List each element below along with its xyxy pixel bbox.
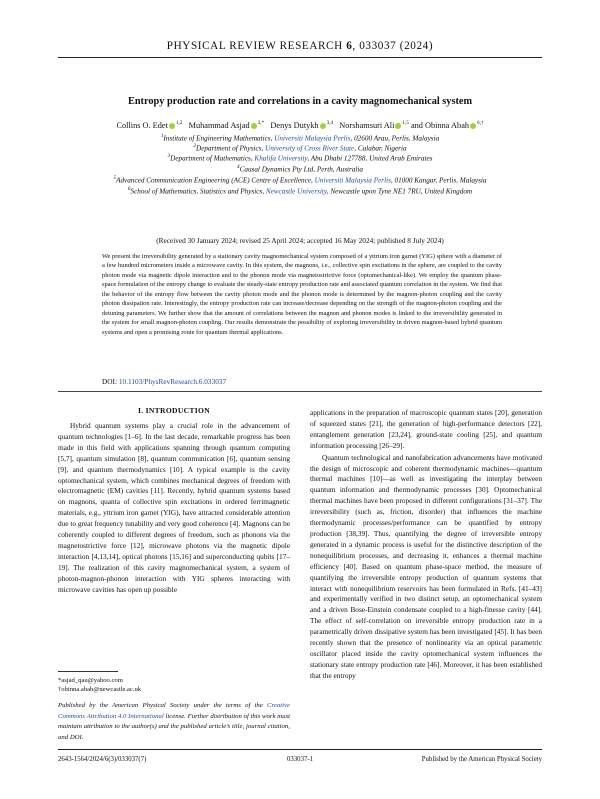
affiliation-link[interactable]: University of Cross River State (265, 144, 355, 153)
license-link[interactable]: Creative Commons Attribution 4.0 International (58, 702, 290, 720)
right-column (310, 408, 542, 682)
orcid-icon[interactable] (169, 123, 175, 129)
abstract: We present the irreversibility generated by a stationary cavity magnomechanical system composed of a yttrium iron garnet (YIG) sphere with a diameter of a few hundred micrometers inside a microwave cavity. In this system, the magnons, i.e., collective spin excitations in the sphere, are coupled to the cavity photon mode via magnetic dipole interaction and to the phonon mode via magnetostrictive force (optomechanical-like). We employ the quantum phase-space formulation of the entropy change to evaluate the steady-state entropy production rate and associated quantum correlation in the system. We find that the behavior of the entropy flow between the cavity photon mode and the phonon mode is determined by the magnon-photon coupling and the cavity photon dissipation rate. Interestingly, the entropy production rate can increase/decrease depending on the strength of the magnon-photon coupling and the detuning parameters. We further show that the amount of correlations between the magnon and phonon modes is linked to the irreversibility generated in the system for small magnon-photon coupling. Our results demonstrate the possibility of exploring irreversibility in driven magnon-based hybrid quantum systems and open a promising route for quantum thermal applications. (102, 253, 502, 336)
paragraph: applications in the preparation of macroscopic quantum states [20], generation of squeezed states [21], the generation of high-performance detectors [22], entanglement generation [23,24], ground-state cooling [25], and quantum information processing [26–29]. (310, 408, 542, 450)
affiliation-link[interactable]: Universiti Malaysia Perlis (314, 176, 391, 185)
license-notice: Published by the American Physical Society under the terms of the Creative Commons Attribution 4.0 International license. Further distribution of this work must maintain attribution to the author(s) and the published article’s title, journal citation, and DOI. (58, 702, 291, 742)
author[interactable]: Obinna Abah $^{6,\dagger}$ (425, 120, 484, 130)
paper-title: Entropy production rate and correlations in a cavity magnomechanical system (127, 96, 473, 107)
abstract-divider (58, 391, 542, 392)
doi-line (102, 377, 226, 386)
author[interactable]: Norshamsuri Ali $^{1,5}$ (339, 120, 409, 130)
footer-issn: 2643-1564/2024/6(3)/033037(7) (58, 756, 147, 763)
left-column (58, 421, 290, 596)
affiliation-link[interactable]: Newcastle University (265, 187, 327, 196)
orcid-icon[interactable] (395, 123, 401, 129)
footer-rule (58, 749, 542, 750)
affiliation: $^1$Institute of Engineering Mathematics, Universiti Malaysia Perlis, 02600 Arau, Perlis, Malaysia (160, 133, 440, 143)
affiliation: $^6$School of Mathematics, Statistics and Physics, Newcastle University, Newcastle upon Tyne NE1 7RU, United Kingdom (127, 186, 473, 196)
doi-link[interactable]: 10.1103/PhysRevResearch.6.033037 (118, 377, 227, 386)
orcid-icon[interactable] (320, 123, 326, 129)
doi-label: DOI: (102, 377, 119, 386)
footnote-email[interactable]: †obinna.abah@newcastle.ac.uk (58, 686, 142, 693)
affiliation: $^2$Department of Physics, University of Cross River State, Calabar, Nigeria (193, 143, 407, 153)
footnotes (58, 676, 290, 694)
publication-dates: (Received 30 January 2024; revised 25 April 2024; accepted 16 May 2024; published 8 July 2024) (156, 236, 444, 245)
paragraph: Hybrid quantum systems play a crucial role in the advancement of quantum technologies [1–6]. In the last decade, remarkable progress has been made in this field with applications spanning through quantum computing [5,7], quantum simulation [8], quantum communication [6], quantum sensing [9], and quantum thermodynamics [10]. A typical example is the cavity optomechanical system, which combines mechanical degrees of freedom with electromagnetic (EM) cavities [11]. Recently, hybrid quantum systems based on magnons, quanta of collective spin excitations in ordered ferrimagnetic materials, e.g., yttrium iron garnet (YIG), have attracted considerable attention due to great frequency tunability and very good coherence [4]. Magnons can be coherently coupled to different degrees of freedom, such as phonons via the magnetostrictive force [12], microwave photons via the magnetic dipole interaction [4,13,14], optical photons [15,16] and superconducting qubits [17–19]. The realization of this cavity magnomechanical system, a system of photon-magnon-phonon interaction with YIG spheres interacting with microwave cavities has open up possible (58, 421, 290, 594)
footnote-email[interactable]: *asjad_qau@yahoo.com (58, 677, 123, 684)
affiliation-link[interactable]: Khalifa University (254, 154, 308, 163)
footer-page-number: 033037-1 (286, 756, 314, 763)
orcid-icon[interactable] (470, 123, 476, 129)
affiliation-link[interactable]: Universiti Malaysia Perlis (274, 134, 351, 143)
author[interactable]: Denys Dutykh $^{3,4}$ (270, 120, 334, 130)
affiliation: $^4$Causal Dynamics Pty Ltd, Perth, Australia (236, 164, 364, 174)
header-rule (58, 57, 542, 58)
paragraph: Quantum technological and nanofabrication advancements have motivated the design of microscopic and coherent thermodynamic machines—quantum thermal machines [10]—as well as investigating the interplay between quantum information and thermodynamic processes [30]. Optomechanical thermal machines have been proposed in different configurations [31–37]. The irreversibility (such as, friction, disorder) that influences the machine thermodynamic processes/performance can be quantified by entropy production [38,39]. Thus, quantifying the degree of irreversible entropy generated in a dynamic process is useful for the distinctive description of the nonequilibrium processes, and decreasing it, enhances a thermal machine efficiency [40]. Based on quantum phase-space method, the measure of quantifying the irreversible entropy production of quantum systems that interact with nonequilibrium reservoirs has been formulated in Refs. [41–43] and experimentally verified in two distinct setup, an optomechanical system and a driven Bose-Einstein condensate coupled to a high-finesse cavity [44]. The effect of self-correlation on irreversible entropy production rate in a parametrically driven dissipative system has been investigated [45]. It has been recently shown that the presence of nonlinearity via an optical parametric oscillator placed inside the cavity optomechanical system influences the stationary state entropy production rate [46]. Moreover, it has been established that the entropy (310, 452, 542, 680)
author-list: Collins O. Edet $^{1,2}$ Muhammad Asjad $^{3,*}$ Denys Dutykh $^{3,4}$ Norshamsuri Ali $^{1,5}$ and Obinna Abah $^{6,\dagger}$ (116, 120, 484, 130)
affiliation: $^3$Department of Mathematics, Khalifa University, Abu Dhabi 127788, United Arab Emirates (167, 153, 433, 163)
journal-header (0, 40, 600, 52)
journal-article: , 033037 (2024) (352, 40, 434, 52)
journal-volume: 6 (346, 40, 353, 52)
journal-name: PHYSICAL REVIEW RESEARCH (166, 40, 343, 52)
author[interactable]: Collins O. Edet $^{1,2}$ (116, 120, 183, 130)
footnote-rule (58, 671, 118, 672)
section-heading: I. INTRODUCTION (137, 406, 210, 415)
affiliation: $^5$Advanced Communication Engineering (ACE) Centre of Excellence, Universiti Malaysia Perlis, 01000 Kangar, Perlis, Malaysia (113, 175, 487, 185)
author[interactable]: Muhammad Asjad $^{3,*}$ (188, 120, 265, 130)
orcid-icon[interactable] (251, 123, 257, 129)
footer-publisher: Published by the American Physical Society (421, 756, 542, 763)
